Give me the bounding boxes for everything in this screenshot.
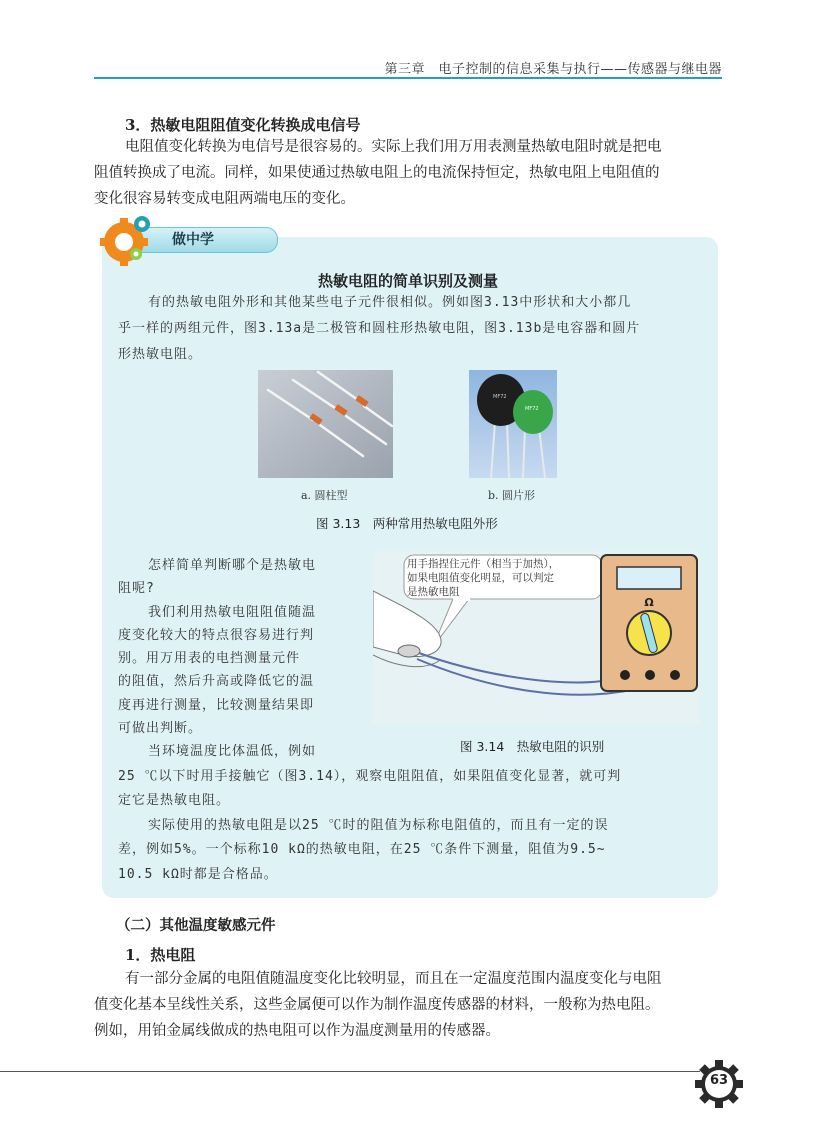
header-rule xyxy=(94,77,722,79)
chapter-header: 第三章 电子控制的信息采集与执行——传感器与继电器 xyxy=(384,62,722,77)
paragraph-line: 电阻值变化转换为电信号是很容易的。实际上我们用万用表测量热敏电阻时就是把电 xyxy=(125,139,662,155)
intro-line: 形热敏电阻。 xyxy=(118,347,203,362)
side-text xyxy=(118,554,358,764)
activity-continuation xyxy=(118,765,704,887)
side-line: 怎样简单判断哪个是热敏电 xyxy=(148,558,317,573)
component-marking: MF72 xyxy=(525,406,539,412)
continuation-line: 实际使用的热敏电阻是以25 ℃时的阻值为标称电阻值的，而且有一定的误 xyxy=(148,817,609,833)
gear-icon xyxy=(98,210,158,266)
side-line: 可做出判断。 xyxy=(118,721,203,737)
meter-display xyxy=(617,567,681,589)
side-line: 的阻值，然后升高或降低它的温 xyxy=(118,674,315,690)
intro-line: 有的热敏电阻外形和其他某些电子元件很相似。例如图3.13中形状和大小都几 xyxy=(148,295,632,310)
activity-tag-label: 做中学 xyxy=(172,232,214,248)
activity-title: 热敏电阻的简单识别及测量 xyxy=(317,272,498,290)
section-paragraph xyxy=(94,966,722,1044)
continuation-line: 25 ℃以下时用手接触它（图3.14），观察电阻阻值，如果阻值变化显著，就可判 xyxy=(118,769,622,784)
callout-line: 如果电阻值变化明显，可以判定 xyxy=(407,572,554,584)
activity-intro xyxy=(118,290,704,368)
figure-sublabel-a: a. 圆柱型 xyxy=(301,489,348,502)
side-line: 当环境温度比体温低，例如 xyxy=(148,744,317,760)
paragraph-line: 值变化基本呈线性关系，这些金属便可以作为制作温度传感器的材料，一般称为热电阻。 xyxy=(94,997,660,1013)
disc-thermistor-photo xyxy=(469,370,557,478)
side-line: 度变化较大的特点很容易进行判 xyxy=(118,627,315,643)
cylindrical-thermistor-photo xyxy=(258,370,393,478)
paragraph-line: 阻值转换成了电流。同样，如果使通过热敏电阻上的电流保持恒定，热敏电阻上电阻值的 xyxy=(94,165,660,181)
paragraph-line: 变化很容易转变成电阻两端电压的变化。 xyxy=(94,191,355,207)
callout-line: 是热敏电阻 xyxy=(407,586,460,598)
subsection-heading: 1．热电阻 xyxy=(125,946,196,964)
paragraph-line: 例如，用铂金属线做成的热电阻可以作为温度测量用的传感器。 xyxy=(94,1023,500,1039)
side-line: 我们利用热敏电阻阻值随温 xyxy=(148,604,317,620)
callout-line: 用手指捏住元件（相当于加热）， xyxy=(407,558,560,570)
paragraph-line: 有一部分金属的电阻值随温度变化比较明显，而且在一定温度范围内温度变化与电阻 xyxy=(125,971,662,987)
continuation-line: 10.5 kΩ时都是合格品。 xyxy=(118,866,278,882)
page-number: 63 xyxy=(709,1073,729,1088)
figure-caption: 图 3.14 热敏电阻的识别 xyxy=(460,739,605,754)
continuation-line: 定它是热敏电阻。 xyxy=(118,793,231,809)
callout-text xyxy=(407,557,559,599)
continuation-line: 差，例如5%。一个标称10 kΩ的热敏电阻，在25 ℃条件下测量，阻值为9.5~ xyxy=(118,842,606,858)
footer-rule xyxy=(0,1071,700,1072)
side-line: 阻呢? xyxy=(118,581,155,597)
intro-line: 乎一样的两组元件，图3.13a是二极管和圆柱形热敏电阻，图3.13b是电容器和圆片 xyxy=(118,321,641,336)
section-heading: 3．热敏电阻阻值变化转换成电信号 xyxy=(125,116,361,134)
figure-sublabel-b: b. 圆片形 xyxy=(488,489,536,502)
side-line: 度再进行测量，比较测量结果即 xyxy=(118,697,315,713)
section-paragraph xyxy=(94,134,722,212)
component-marking: MF72 xyxy=(493,394,507,400)
side-line: 别。用万用表的电挡测量元件 xyxy=(118,651,301,667)
section-heading: （二）其他温度敏感元件 xyxy=(116,918,276,934)
ohm-symbol: Ω xyxy=(644,596,654,609)
figure-caption: 图 3.13 两种常用热敏电阻外形 xyxy=(316,516,498,531)
